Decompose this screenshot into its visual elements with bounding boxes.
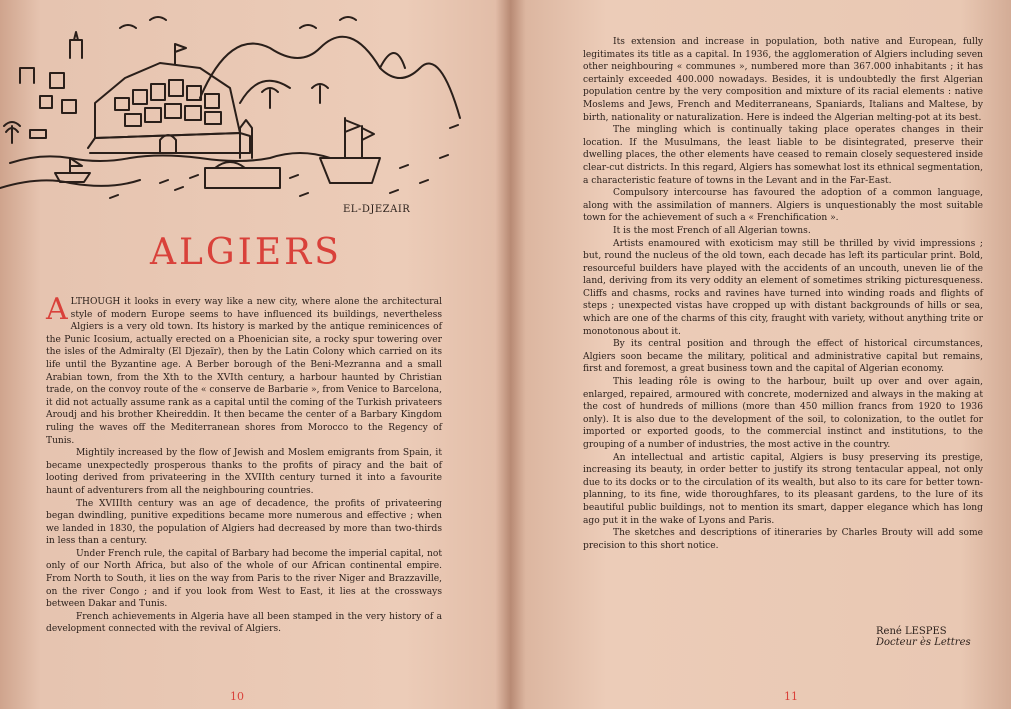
paragraph: The sketches and descriptions of itineraries by Charles Brouty will add some precision to this short notice. [583,528,983,551]
page-number: 11 [784,690,798,703]
paragraph: Artists enamoured with exoticism may still be thrilled by vivid impressions ; but, round the nucleus of the old town, each decade has left its particular print. Bold, resourceful builders have played with the accidents of an uncouth, uneven lie of the land, deriving from its very oddity an element of sometimes striking picturesqueness. Cliffs and chasms, rocks and ravines have turned into winding roads and flights of steps ; unexpected vistas have cropped up with distant backgrounds of hills or sea, which are one of the charms of this city, fraught with variety, without anything trite or monotonous about it. [583,238,983,337]
signature-name: René LESPES [876,626,947,637]
paragraph: It is the most French of all Algerian towns. [613,225,811,236]
algiers-illustration [0,8,480,208]
page-title: ALGIERS [150,232,342,273]
paragraph: Its extension and increase in population, both native and European, fully legitimates its title as a capital. In 1936, the agglomeration of Algiers including seven other neighbouring « communes », numbered more than 367.000 inhabitants ; it has certainly exceeded 400.000 nowadays. Besides, it is undoubtedly the first Algerian population centre by the very composition and mixture of its racial elements : native Moslems and Jews, French and Mediterraneans, Spaniards, Italians and Maltese, by birth, nationality or naturalization. Here is indeed the Algerian melting-pot at its best. [583,37,983,123]
paragraph: The XVIIIth century was an age of decadence, the profits of privateering began dwindling, punitive expeditions became more numerous and effective ; when we landed in 1830, the population of Algiers had decreased by more than two-thirds in less than a century. [46,498,442,547]
right-page [506,0,1011,709]
paragraph: By its central position and through the effect of historical circumstances, Algiers soon became the military, political and administrative capital but remains, first and foremost, a great business town and the capital of Algerian economy. [583,339,983,375]
paragraph: Compulsory intercourse has favoured the adoption of a common language, along with the assimilation of manners. Algiers is unquestionably the most suitable town for the achievement of such a « Frenchification ». [583,188,983,224]
left-body-text [46,292,442,636]
paragraph: French achievements in Algeria have all been stamped in the very history of a development connected with the revival of Algiers. [46,611,442,635]
signature-role: Docteur ès Lettres [876,637,971,648]
left-page [0,0,505,709]
paragraph: ALTHOUGH it looks in every way like a new city, where alone the architectural style of modern Europe seems to have influenced its buildings, nevertheless Algiers is a very old town. Its history is marked by the antique reminicences of the Punic Icosium, actually erected on a Phoenician site, a rocky spur towering over the isles of the Admiralty (El Djezaïr), then by the Latin Colony which carried on its life until the Byzantine age. A Berber borough of the Beni-Mezranna and a small Arabian town, from the Xth to the XVIth century, a harbour haunted by Christian trade, on the convoy route of the « conserve de Barbarie », from Venice to Barcelona, it did not actually assume rank as a capital until the coming of the Turkish privateers Aroudj and his brother Kheireddin. It then became the center of a Barbary Kingdom ruling the waves off the Mediterranean shores from Morocco to the Regency of Tunis. [46,292,442,446]
signature [876,626,971,648]
paragraph: The mingling which is continually taking place operates changes in their location. If the Musulmans, the least liable to be disintegrated, preserve their dwelling places, the other elements have ceased to remain closely sequestered inside clear-cut districts. In this regard, Algiers has somewhat lost its ethnical segmentation, a characteristic feature of towns in the Levant and in the Far-East. [583,125,983,186]
drop-cap: A [46,292,68,327]
paragraph: Mightily increased by the flow of Jewish and Moslem emigrants from Spain, it became unexpectedly prosperous thanks to the profits of piracy and the bait of looting derived from privateering in the XVIIth century turned it into a favourite haunt of adventurers from all the neighbouring countries. [46,448,442,496]
paragraph: An intellectual and artistic capital, Algiers is busy preserving its prestige, increasing its beauty, in order better to justify its strong tentacular appeal, not only due to its docks or to the circulation of its wealth, but also to its care for better town-planning, to its fine, wide thoroughfares, to its pleasant gardens, to the lure of its beautiful public buildings, not to mention its smart, dapper elegance which has long ago put it in the wake of Lyons and Paris. [583,452,983,526]
paragraph: Under French rule, the capital of Barbary had become the imperial capital, not only of our North Africa, but also of the whole of our African continental empire. From North to South, it lies on the way from Paris to the river Niger and Brazzaville, on the river Congo ; and if you look from West to East, it lies at the crossways between Dakar and Tunis. [46,548,442,610]
paragraph: This leading rôle is owing to the harbour, built up over and over again, enlarged, repaired, armoured with concrete, modernized and always in the making at the cost of hundreds of millions (more than 450 million francs from 1920 to 1936 only). It is also due to the development of the soil, to colonization, to the outlet for imported or exported goods, to the commercial instinct and institutions, to the grouping of a number of industries, the most active in the country. [583,377,983,450]
right-body-text [583,36,983,552]
page-number: 10 [230,690,244,703]
illustration-caption: EL-DJEZAIR [343,204,411,215]
